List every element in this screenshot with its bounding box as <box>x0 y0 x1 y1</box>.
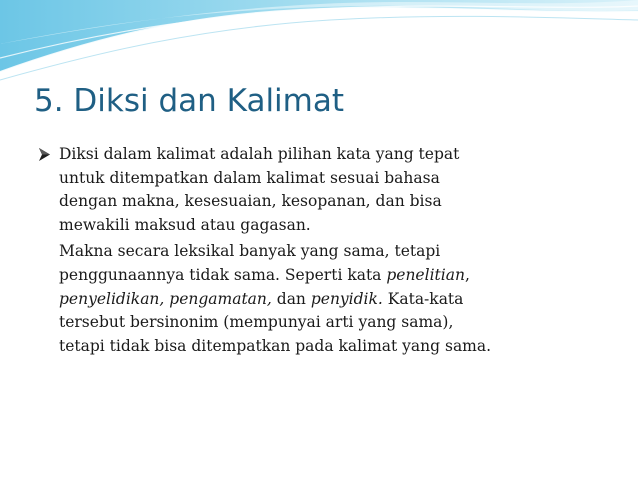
paragraph-definition <box>59 143 618 237</box>
paragraph-line: dengan makna, kesesuaian, kesopanan, dan bisa <box>59 192 442 211</box>
slide-body <box>38 143 618 358</box>
text-run: penggunaannya tidak sama. Seperti kata <box>59 265 387 284</box>
header-wave-decoration <box>0 0 638 85</box>
paragraph-line <box>59 264 618 288</box>
text-run: dan <box>271 289 311 308</box>
paragraph-line: tetapi tidak bisa ditempatkan pada kalimat yang sama. <box>59 336 492 355</box>
italic-term: penyidik. <box>310 289 383 308</box>
text-run: Kata-kata <box>382 289 464 308</box>
italic-term: penyelidikan, pengamatan, <box>59 289 272 308</box>
paragraph-example <box>38 240 618 358</box>
paragraph-line <box>59 288 618 312</box>
arrow-bullet-icon <box>38 147 51 162</box>
slide-title: 5. Diksi dan Kalimat <box>34 83 345 119</box>
paragraph-line: tersebut bersinonim (mempunyai arti yang sama), <box>59 313 454 332</box>
paragraph-line: untuk ditempatkan dalam kalimat sesuai bahasa <box>59 168 440 187</box>
bullet-item <box>38 143 618 237</box>
paragraph-line: Diksi dalam kalimat adalah pilihan kata yang tepat <box>59 145 460 163</box>
italic-term: penelitian <box>386 265 465 284</box>
text-run: , <box>464 265 470 284</box>
paragraph-line: mewakili maksud atau gagasan. <box>59 215 311 234</box>
paragraph-line: Makna secara leksikal banyak yang sama, tetapi <box>59 242 441 261</box>
